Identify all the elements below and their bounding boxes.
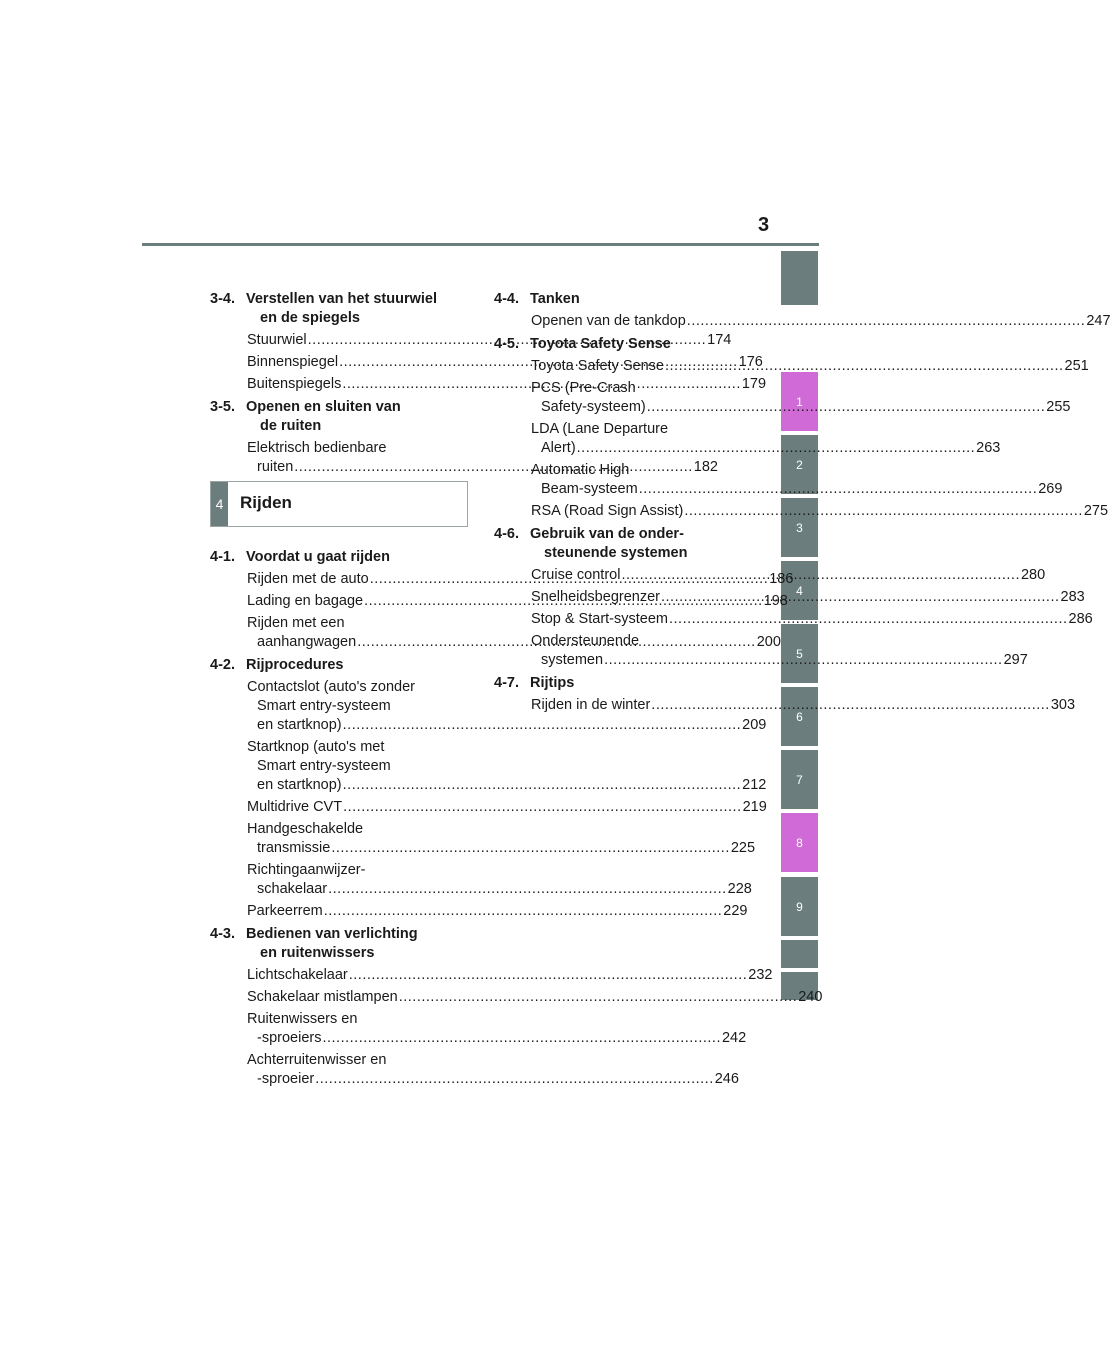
entry-page-number: 219 bbox=[742, 799, 767, 815]
entry-page-number: 280 bbox=[1020, 567, 1046, 583]
entry-page-number: 182 bbox=[693, 459, 718, 475]
entry-page-number: 263 bbox=[976, 440, 1001, 456]
dot-leader bbox=[577, 440, 976, 456]
toc-entry[interactable] bbox=[210, 738, 767, 795]
entry-text: -sproeier bbox=[257, 1071, 315, 1087]
entry-page-number: 212 bbox=[742, 777, 767, 793]
entry-page-number: 269 bbox=[1038, 481, 1063, 497]
section-title-line: Gebruik van de onder- bbox=[530, 526, 684, 542]
entry-page-number: 303 bbox=[1050, 697, 1076, 713]
section-number: 4-7. bbox=[494, 675, 519, 691]
toc-entry[interactable] bbox=[494, 610, 1093, 629]
entry-text: Multidrive CVT bbox=[247, 799, 343, 815]
entry-text: Schakelaar mistlampen bbox=[247, 989, 398, 1005]
entry-text: Parkeerrem bbox=[247, 903, 323, 919]
chapter-heading-box bbox=[210, 481, 468, 527]
entry-page-number: 247 bbox=[1086, 313, 1111, 329]
entry-text: transmissie bbox=[257, 840, 331, 856]
entry-text: Binnenspiegel bbox=[247, 354, 339, 370]
entry-text: Rijden in de winter bbox=[531, 697, 651, 713]
toc-entry[interactable] bbox=[210, 966, 773, 985]
toc-section bbox=[210, 548, 460, 567]
toc-entry[interactable] bbox=[210, 798, 767, 817]
entry-text: Snelheidsbegrenzer bbox=[531, 589, 660, 605]
section-title-line: steunende systemen bbox=[544, 545, 688, 561]
entry-text: Safety-systeem) bbox=[541, 399, 646, 415]
dot-leader bbox=[343, 777, 742, 793]
toc-entry[interactable] bbox=[494, 502, 1109, 521]
section-number: 4-5. bbox=[494, 336, 519, 352]
dot-leader bbox=[651, 696, 1050, 715]
section-title-line: en ruitenwissers bbox=[260, 945, 375, 961]
entry-text: RSA (Road Sign Assist) bbox=[531, 503, 684, 519]
toc-section bbox=[494, 674, 742, 693]
section-title bbox=[530, 290, 742, 309]
entry-page-number: 186 bbox=[769, 571, 794, 587]
entry-page-number: 176 bbox=[738, 354, 763, 370]
dot-leader bbox=[349, 966, 748, 985]
entry-page-number: 240 bbox=[798, 989, 823, 1005]
header-rule bbox=[142, 243, 819, 246]
entry-text: Alert) bbox=[541, 440, 576, 456]
entry-page-number: 232 bbox=[748, 967, 773, 983]
entry-text: Openen van de tankdop bbox=[531, 313, 686, 329]
toc-entry[interactable] bbox=[210, 820, 756, 858]
chapter-tab-9[interactable]: 9 bbox=[781, 877, 818, 936]
section-number: 4-4. bbox=[494, 291, 519, 307]
entry-text: Ruitenwissers en bbox=[247, 1011, 358, 1027]
dot-leader bbox=[687, 312, 1086, 331]
chapter-tab-5[interactable]: 5 bbox=[781, 624, 818, 683]
entry-text: Contactslot (auto's zonder bbox=[247, 679, 415, 695]
entry-text: Rijden met een bbox=[247, 615, 345, 631]
entry-page-number: 198 bbox=[763, 593, 788, 609]
entry-text: Stop & Start-systeem bbox=[531, 611, 668, 627]
dot-leader bbox=[669, 610, 1068, 629]
chapter-tab-1[interactable]: 1 bbox=[781, 372, 818, 431]
dot-leader bbox=[322, 1030, 721, 1046]
toc-section bbox=[494, 335, 742, 354]
toc-entry[interactable] bbox=[210, 1010, 747, 1048]
section-title bbox=[246, 290, 460, 328]
dot-leader bbox=[684, 502, 1083, 521]
section-number: 3-4. bbox=[210, 291, 235, 307]
entry-text: Ondersteunende bbox=[531, 633, 640, 649]
entry-page-number: 174 bbox=[707, 332, 732, 348]
section-title bbox=[246, 925, 460, 963]
section-number: 4-3. bbox=[210, 926, 235, 942]
entry-text: en startknop) bbox=[257, 717, 342, 733]
toc-entry[interactable] bbox=[494, 420, 1001, 458]
entry-text: Handgeschakelde bbox=[247, 821, 364, 837]
chapter-tab-2[interactable]: 2 bbox=[781, 435, 818, 494]
entry-text: Smart entry-systeem bbox=[257, 758, 391, 774]
entry-text: en startknop) bbox=[257, 777, 342, 793]
chapter-tab-6[interactable]: 6 bbox=[781, 687, 818, 746]
chapter-title: Rijden bbox=[240, 493, 292, 512]
section-title bbox=[246, 656, 460, 675]
chapter-tab-4[interactable]: 4 bbox=[781, 561, 818, 620]
chapter-tab-3[interactable]: 3 bbox=[781, 498, 818, 557]
entry-text: Rijden met de auto bbox=[247, 571, 369, 587]
toc-entry[interactable] bbox=[210, 861, 752, 899]
entry-text: ruiten bbox=[257, 459, 294, 475]
dot-leader bbox=[399, 988, 798, 1007]
entry-text: Beam-systeem bbox=[541, 481, 638, 497]
entry-text: Achterruitenwisser en bbox=[247, 1052, 387, 1068]
chapter-tab-8[interactable]: 8 bbox=[781, 813, 818, 872]
toc-entry[interactable] bbox=[210, 902, 748, 921]
section-title bbox=[246, 398, 460, 436]
entry-text: Lading en bagage bbox=[247, 593, 364, 609]
dot-leader bbox=[661, 588, 1060, 607]
chapter-number: 4 bbox=[211, 482, 228, 526]
dot-leader bbox=[604, 652, 1003, 668]
toc-entry[interactable] bbox=[494, 696, 1076, 715]
entry-page-number: 275 bbox=[1083, 503, 1109, 519]
toc-section bbox=[494, 290, 742, 309]
dot-leader bbox=[328, 881, 727, 897]
entry-text: systemen bbox=[541, 652, 604, 668]
section-number: 4-6. bbox=[494, 526, 519, 542]
toc-entry[interactable] bbox=[210, 988, 823, 1007]
entry-page-number: 179 bbox=[741, 376, 767, 392]
entry-text: -sproeiers bbox=[257, 1030, 322, 1046]
section-title bbox=[530, 674, 742, 693]
entry-page-number: 286 bbox=[1068, 611, 1093, 627]
chapter-tab-blank[interactable] bbox=[781, 251, 818, 305]
entry-text: Startknop (auto's met bbox=[247, 739, 385, 755]
section-title-line: Bedienen van verlichting bbox=[246, 926, 418, 942]
page-number: 3 bbox=[758, 214, 770, 236]
section-title-line: Tanken bbox=[530, 291, 580, 307]
dot-leader bbox=[639, 481, 1038, 497]
toc-section bbox=[210, 290, 460, 328]
entry-text: Smart entry-systeem bbox=[257, 698, 391, 714]
section-title bbox=[530, 525, 742, 563]
section-title-line: en de spiegels bbox=[260, 310, 360, 326]
toc-section bbox=[494, 525, 742, 563]
entry-page-number: 200 bbox=[756, 634, 781, 650]
toc-section bbox=[210, 925, 460, 963]
entry-page-number: 297 bbox=[1003, 652, 1028, 668]
entry-text: Richtingaanwijzer- bbox=[247, 862, 366, 878]
toc-section bbox=[210, 398, 460, 436]
section-title-line: Openen en sluiten van bbox=[246, 399, 401, 415]
section-title bbox=[246, 548, 460, 567]
dot-leader bbox=[324, 902, 723, 921]
section-number: 4-2. bbox=[210, 657, 235, 673]
dot-leader bbox=[647, 399, 1046, 415]
entry-page-number: 229 bbox=[723, 903, 748, 919]
entry-text: Lichtschakelaar bbox=[247, 967, 348, 983]
dot-leader bbox=[343, 798, 742, 817]
dot-leader bbox=[621, 566, 1020, 585]
entry-text: aanhangwagen bbox=[257, 634, 357, 650]
chapter-tab-blank[interactable] bbox=[781, 940, 818, 968]
toc-entry[interactable] bbox=[494, 312, 1111, 331]
entry-text: Cruise control bbox=[531, 567, 621, 583]
entry-text: schakelaar bbox=[257, 881, 328, 897]
entry-page-number: 246 bbox=[714, 1071, 739, 1087]
toc-entry[interactable] bbox=[210, 1051, 739, 1089]
entry-text: Elektrisch bedienbare bbox=[247, 440, 387, 456]
dot-leader bbox=[343, 717, 742, 733]
entry-text: PCS (Pre-Crash bbox=[531, 380, 636, 396]
toc-entry[interactable] bbox=[494, 461, 1063, 499]
section-title-line: Rijprocedures bbox=[246, 657, 344, 673]
section-number: 4-1. bbox=[210, 549, 235, 565]
section-number: 3-5. bbox=[210, 399, 235, 415]
entry-text: Automatic High bbox=[531, 462, 630, 478]
entry-page-number: 242 bbox=[721, 1030, 747, 1046]
section-title-line: Rijtips bbox=[530, 675, 575, 691]
entry-page-number: 209 bbox=[742, 717, 767, 733]
section-title-line: Verstellen van het stuurwiel bbox=[246, 291, 437, 307]
section-title-line: de ruiten bbox=[260, 418, 322, 434]
entry-text: Stuurwiel bbox=[247, 332, 307, 348]
dot-leader bbox=[315, 1071, 714, 1087]
entry-page-number: 255 bbox=[1046, 399, 1071, 415]
entry-page-number: 228 bbox=[727, 881, 752, 897]
section-title-line: Voordat u gaat rijden bbox=[246, 549, 390, 565]
dot-leader bbox=[665, 357, 1064, 376]
section-title bbox=[530, 335, 742, 354]
chapter-tab-7[interactable]: 7 bbox=[781, 750, 818, 809]
entry-text: Toyota Safety Sense bbox=[531, 358, 664, 374]
entry-page-number: 251 bbox=[1064, 358, 1089, 374]
toc-section bbox=[210, 656, 460, 675]
entry-text: LDA (Lane Departure bbox=[531, 421, 669, 437]
entry-text: Buitenspiegels bbox=[247, 376, 342, 392]
dot-leader bbox=[331, 840, 730, 856]
entry-page-number: 283 bbox=[1060, 589, 1085, 605]
section-title-line: Toyota Safety Sense bbox=[530, 336, 671, 352]
entry-page-number: 225 bbox=[730, 840, 756, 856]
